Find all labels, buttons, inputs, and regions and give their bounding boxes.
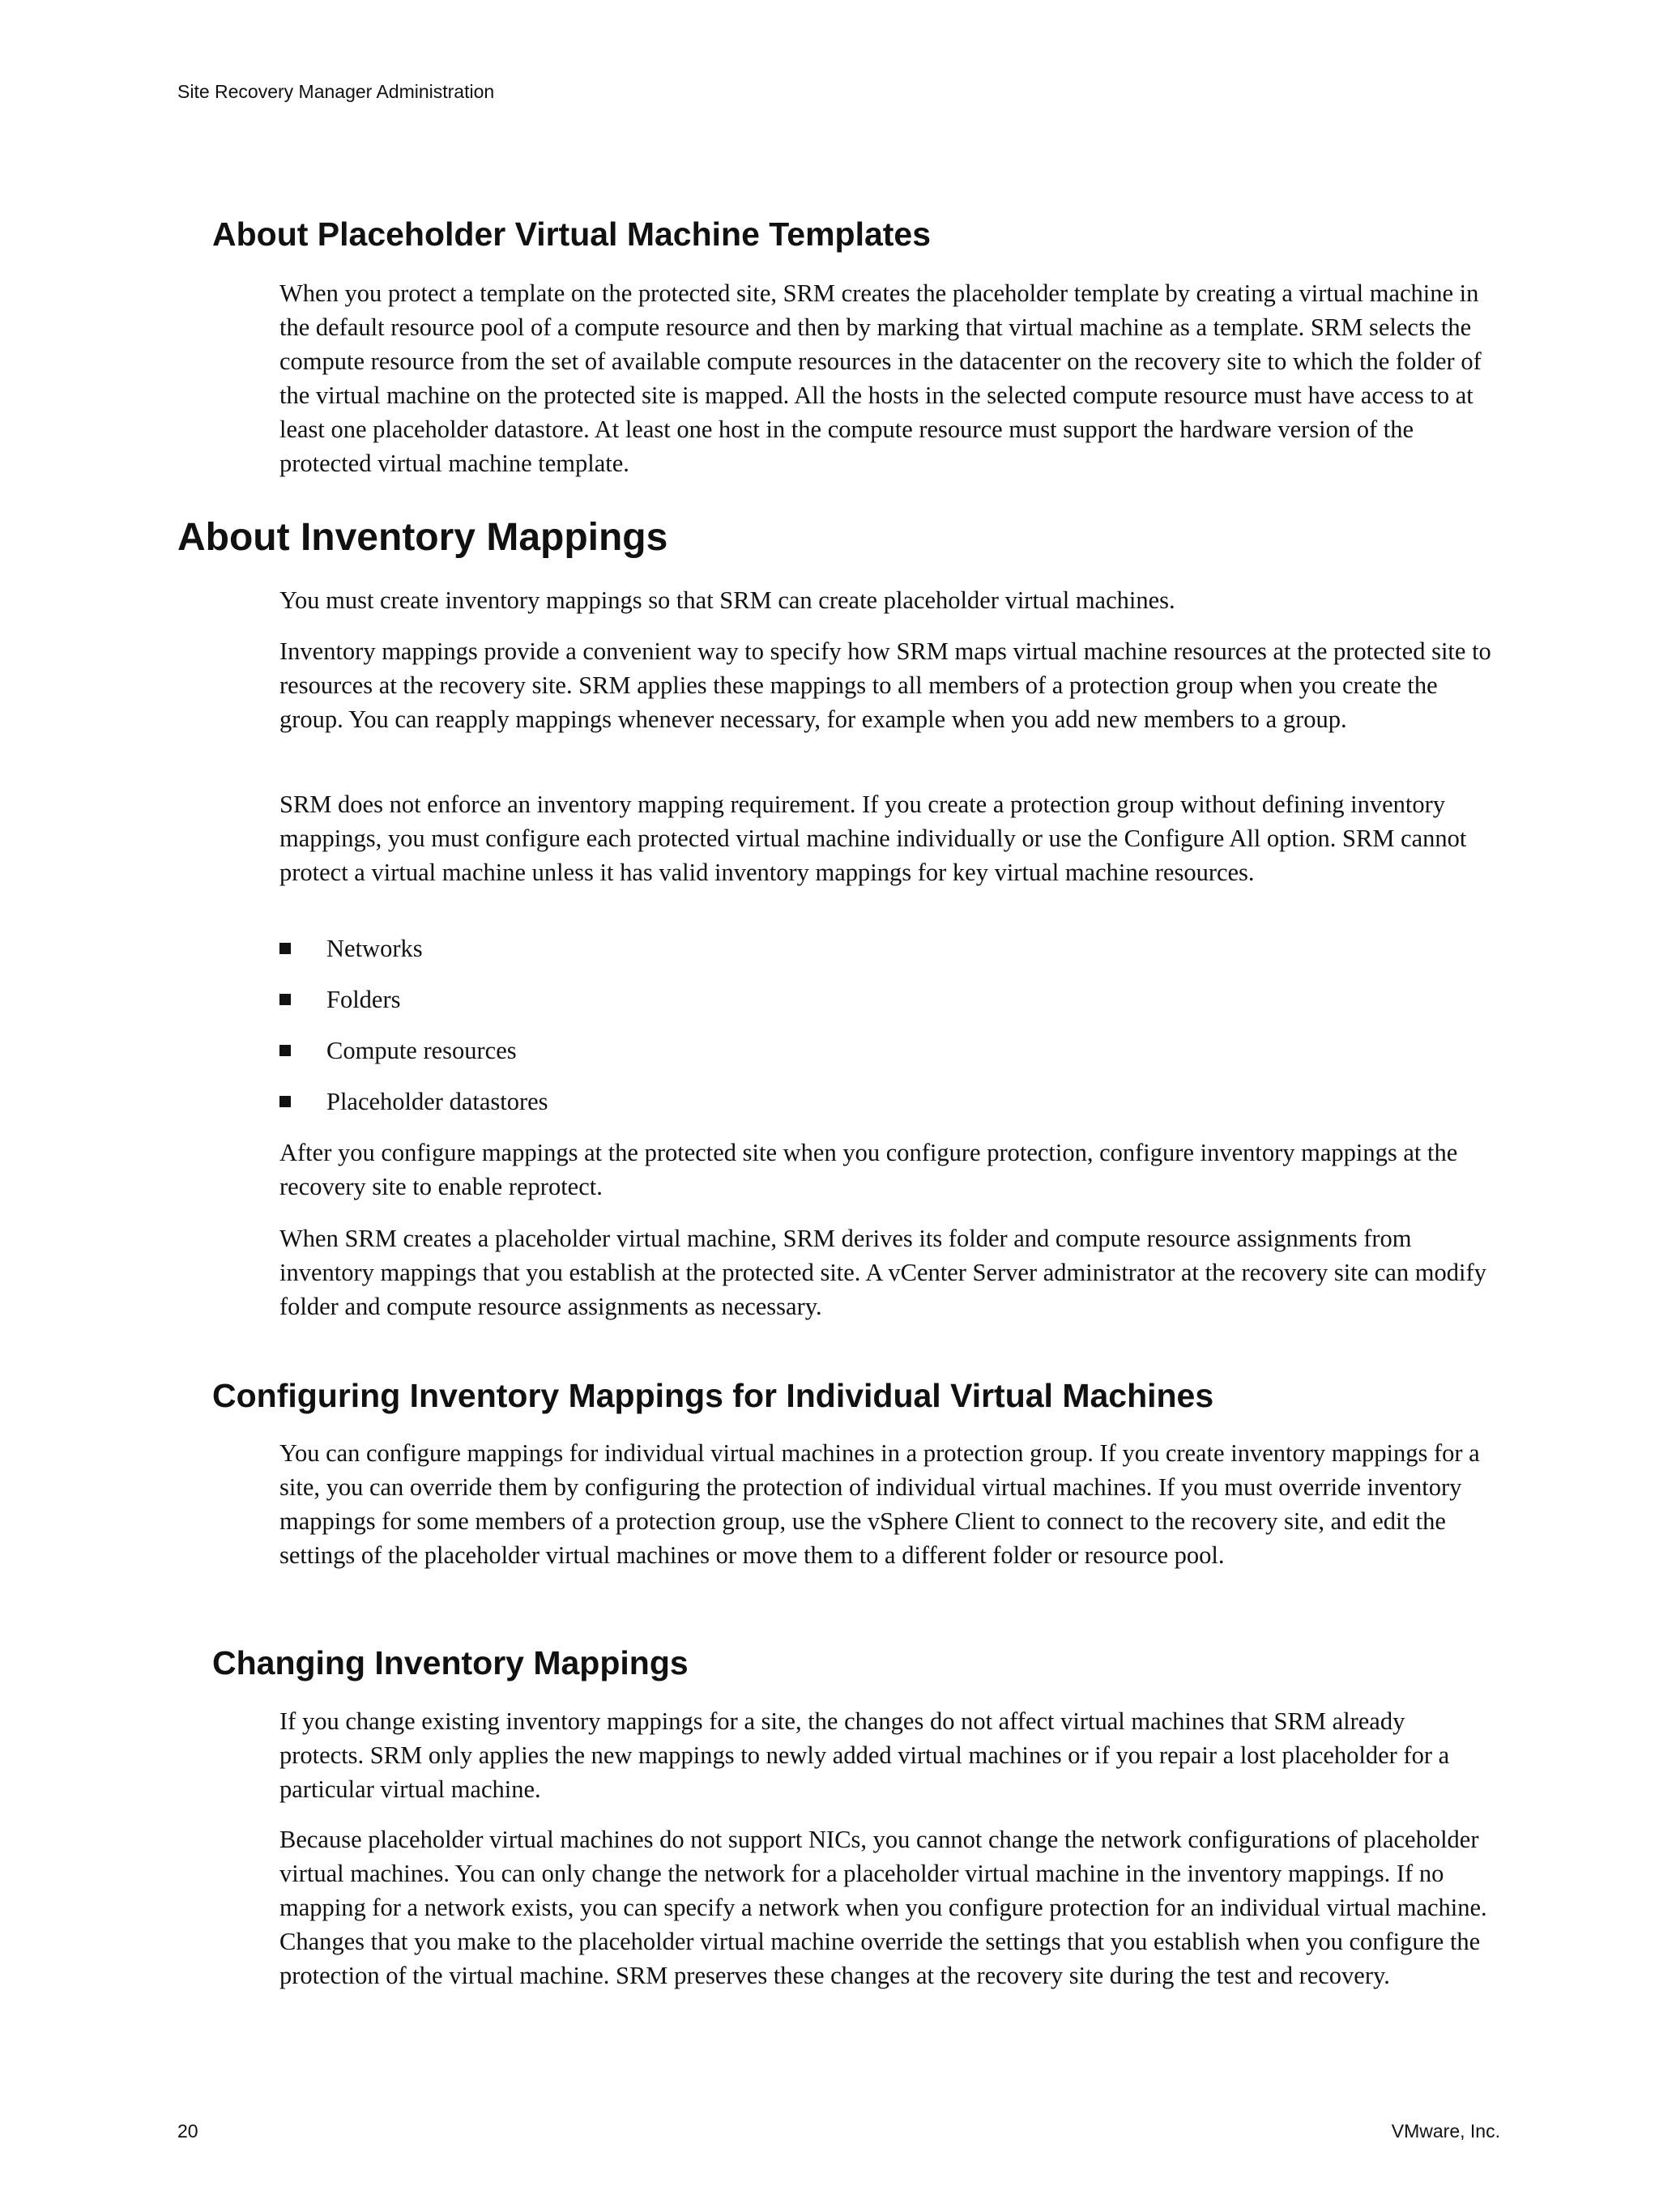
list-item-label: Compute resources: [326, 1037, 517, 1064]
bullet-square-icon: [279, 943, 291, 954]
list-item: [279, 1034, 517, 1068]
paragraph-inventory-mappings-5: When SRM creates a placeholder virtual machine, SRM derives its folder and compute resource assignments from inventory mappings that you establish at the protected site. A vCenter Server administrator at the recovery site can modify folder and compute resource assignments as necessary.: [279, 1225, 1486, 1320]
paragraph-inventory-mappings-4: After you configure mappings at the protected site when you configure protection, configure inventory mappings at the recovery site to enable reprotect.: [279, 1139, 1458, 1200]
bullet-square-icon: [279, 1096, 291, 1107]
heading-changing-mappings: Changing Inventory Mappings: [212, 1644, 689, 1681]
heading-placeholder-templates: About Placeholder Virtual Machine Templates: [212, 215, 932, 253]
heading-inventory-mappings: About Inventory Mappings: [177, 516, 668, 559]
paragraph-inventory-mappings-1: You must create inventory mappings so that SRM can create placeholder virtual machines.: [279, 586, 1175, 614]
publisher-name: VMware, Inc.: [1391, 2120, 1500, 2142]
list-item: [279, 1085, 548, 1119]
paragraph-placeholder-templates-1: When you protect a template on the protected site, SRM creates the placeholder template by creating a virtual machine in the default resource pool of a compute resource and then by marking that virtual machine as a template. SRM selects the compute resource from the set of available compute resources in the datacenter on the recovery site to which the folder of the virtual machine on the protected site is mapped. All the hosts in the selected compute resource must have access to at least one placeholder datastore. At least one host in the compute resource must support the hardware version of the protected virtual machine template.: [279, 279, 1482, 477]
paragraph-changing-mappings-2: Because placeholder virtual machines do not support NICs, you cannot change the network configurations of placeholder virtual machines. You can only change the network for a placeholder virtual machine in the inventory mappings. If no mapping for a network exists, you can specify a network when you configure protection for an individual virtual machine. Changes that you make to the placeholder virtual machine override the settings that you establish when you configure the protection of the virtual machine. SRM preserves these changes at the recovery site during the test and recovery.: [279, 1826, 1487, 1989]
list-item-label: Networks: [326, 935, 423, 962]
list-item: [279, 931, 423, 965]
heading-individual-vms: Configuring Inventory Mappings for Individual Virtual Machines: [212, 1377, 1214, 1414]
bullet-square-icon: [279, 1045, 291, 1056]
paragraph-changing-mappings-1: If you change existing inventory mappings for a site, the changes do not affect virtual machines that SRM already protects. SRM only applies the new mappings to newly added virtual machines or if you repair a lost placeholder for a particular virtual machine.: [279, 1707, 1450, 1803]
paragraph-inventory-mappings-2: Inventory mappings provide a convenient way to specify how SRM maps virtual machine resources at the protected site to resources at the recovery site. SRM applies these mappings to all members of a protection group when you create the group. You can reapply mappings whenever necessary, for example when you add new members to a group.: [279, 637, 1491, 733]
running-header: Site Recovery Manager Administration: [177, 81, 495, 102]
list-item-label: Placeholder datastores: [326, 1088, 548, 1115]
paragraph-individual-vms-1: You can configure mappings for individual virtual machines in a protection group. If you create inventory mappings for a site, you can override them by configuring the protection of individual virtual machines. If you must override inventory mappings for some members of a protection group, use the vSphere Client to connect to the recovery site, and edit the settings of the placeholder virtual machines or move them to a different folder or resource pool.: [279, 1439, 1480, 1569]
bullet-square-icon: [279, 994, 291, 1005]
list-item-label: Folders: [326, 986, 401, 1013]
paragraph-inventory-mappings-3: SRM does not enforce an inventory mapping requirement. If you create a protection group without defining inventory mappings, you must configure each protected virtual machine individually or use the Configure All option. SRM cannot protect a virtual machine unless it has valid inventory mappings for key virtual machine resources.: [279, 791, 1467, 886]
list-item: [279, 982, 401, 1016]
page-number: 20: [177, 2120, 198, 2142]
